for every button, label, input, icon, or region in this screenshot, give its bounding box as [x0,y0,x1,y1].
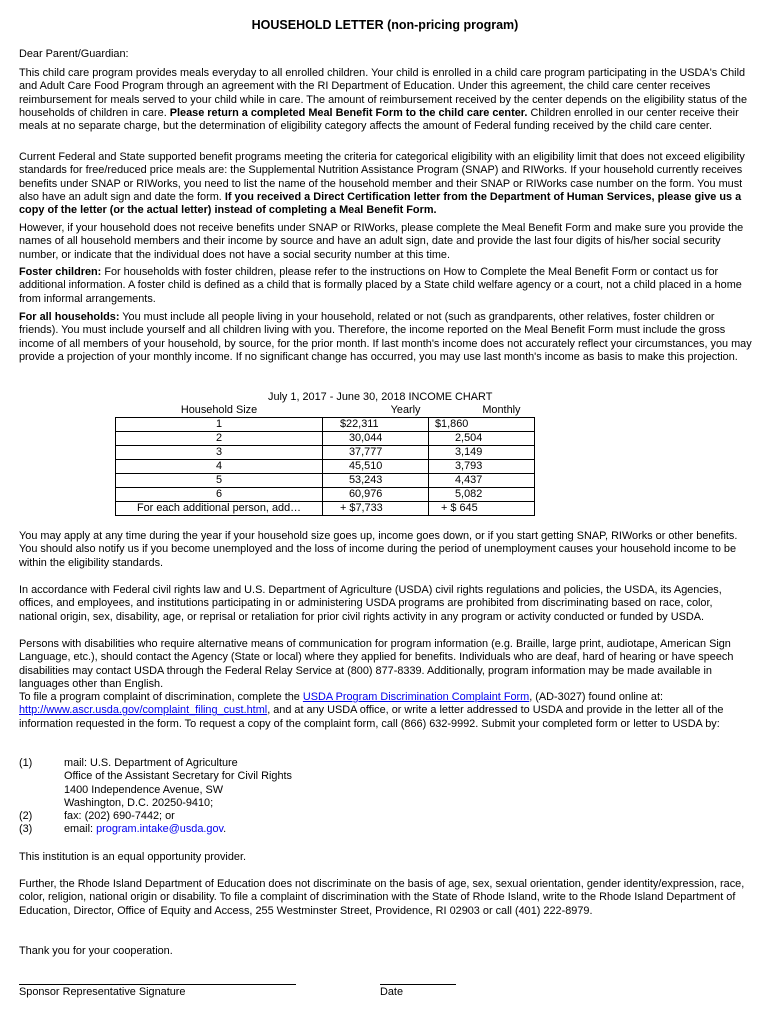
monthly-cell: 3,149 [429,446,535,460]
date-label: Date [380,986,404,998]
intro-paragraph: This child care program provides meals everyday to all enrolled children. Your child is enrolled in a child care program participating in the USDA's Child and Adult Care Food Program through an agreement with the RI Department of Education. Under this agreement, the child care center receives reimbursement for meals served to your child while in care. The amount of reimbursement received by the center depends on the eligibility status of the households of children in care. Please return a completed Meal Benefit Form to the child care center. Children enrolled in our center receive their meals at no separate charge, but the determination of eligibility category affects the amount of Federal funding received by the child care center. [19,67,748,133]
city-line: Washington, D.C. 20250-9410; [64,796,214,809]
household-size-cell: 4 [116,460,323,474]
usda-contact-list: (1) mail: U.S. Department of Agriculture Office of the Assistant Secretary for Civil Rights 1400 Independence Avenue, SW Washington, D.C. 20250-9410; (2) fax: (202) 690-7442; or (3) email: program.intake@usda.gov. [19,757,292,836]
yearly-cell: 37,777 [323,446,429,460]
yearly-cell: 30,044 [323,432,429,446]
signature-line[interactable] [19,984,296,985]
income-chart-row [116,432,535,446]
disabilities-statement: Persons with disabilities who require alternative means of communication for program information (e.g. Braille, large print, audiotape, American Sign Language, etc.), should contact the Agency (State or local) where they applied for benefits. Individuals who are deaf, hard of hearing or have speech disabilities may contact USDA through the Federal Relay Service at (800) 877-8339. Additionally, program information may be made available in languages other than English. [19,638,734,690]
mail-line: mail: U.S. Department of Agriculture [64,757,238,769]
date-line[interactable] [380,984,456,985]
greeting: Dear Parent/Guardian: [19,48,129,60]
yearly-cell: 60,976 [323,488,429,502]
household-size-cell: 2 [116,432,323,446]
fax-line: fax: (202) 690-7442; or [64,810,175,823]
email-link[interactable]: program.intake@usda.gov [96,823,224,836]
monthly-cell: 2,504 [429,432,535,446]
header-monthly: Monthly [482,404,521,416]
household-size-cell: For each additional person, add… [116,502,323,516]
foster-children-paragraph: Foster children: For households with foster children, please refer to the instructions on How to Complete the Meal Benefit Form or contact us for additional information. A foster child is defined as a child that is formally placed by a State child welfare agency or a court, not a child placed in a home from informal arrangements. [19,266,742,305]
rhode-island-statement: Further, the Rhode Island Department of Education does not discriminate on the basis of age, sex, sexual orientation, gender identity/expression, race, color, religion, national origin or disability. To file a complaint of discrimination with the State of Rhode Island, write to the Rhode Island Department of Education, Director, Office of Equity and Access, 255 Westminster Street, Providence, RI 02903 or call (401) 222-8979. [19,878,745,917]
yearly-cell: 53,243 [323,474,429,488]
yearly-cell: 45,510 [323,460,429,474]
household-size-cell: 5 [116,474,323,488]
income-chart-row [116,474,535,488]
office-line: Office of the Assistant Secretary for Civil Rights [64,770,292,783]
income-chart-row [116,460,535,474]
monthly-cell: $1,860 [429,418,535,432]
apply-anytime-paragraph: You may apply at any time during the year if your household size goes up, income goes down, or if you start getting SNAP, RIWorks or other benefits. You should also notify us if you become unemployed and the loss of income during the period of unemployment causes your household income to be within the eligibility standards. [19,530,738,569]
income-chart-title: July 1, 2017 - June 30, 2018 INCOME CHART [268,391,493,403]
equal-opportunity-statement: This institution is an equal opportunity provider. [19,851,247,863]
monthly-cell: 3,793 [429,460,535,474]
income-chart-row [116,488,535,502]
household-size-cell: 1 [116,418,323,432]
yearly-cell: + $7,733 [323,502,429,516]
monthly-cell: 4,437 [429,474,535,488]
categorical-eligibility-paragraph: Current Federal and State supported benefit programs meeting the criteria for categorical eligibility with an eligibility limit that does not exceed eligibility standards for free/reduced price meals are: the Supplemental Nutrition Assistance Program (SNAP) and RIWorks. If your household currently receives benefits under SNAP or RIWorks, you need to list the name of the household member and their SNAP or RIWorks case number on the form. You must also have an adult sign and date the form. If you received a Direct Certification letter from the Department of Human Services, please give us a copy of the letter (or the actual letter) instead of completing a Meal Benefit Form. [19,151,745,217]
header-household-size: Household Size [180,404,258,416]
income-chart-row [116,446,535,460]
all-households-paragraph: For all households: You must include all people living in your household, related or not (such as grandparents, other relatives, foster children or friends). You must include yourself and all children living with you. Therefore, the income reported on the Meal Benefit Form must include the gross income of all members of your household, by source, for the prior month. If last month's income does not accurately reflect your circumstances, you may provide a projection of your monthly income. If no significant change has occurred, you may use last month's income as basis to make this projection. [19,311,752,363]
thank-you: Thank you for your cooperation. [19,945,173,957]
civil-rights-statement: In accordance with Federal civil rights law and U.S. Department of Agriculture (USDA) civil rights regulations and policies, the USDA, its Agencies, offices, and employees, and institutions participating in or administering USDA programs are prohibited from discriminating based on race, color, national origin, sex, disability, age, or reprisal or retaliation for prior civil rights activity in any program or activity conducted or funded by USDA. [19,584,722,623]
monthly-cell: + $ 645 [429,502,535,516]
page-title: HOUSEHOLD LETTER (non-pricing program) [251,18,519,32]
complaint-url-link[interactable]: http://www.ascr.usda.gov/complaint_filing_cust.html [19,704,268,717]
non-snap-paragraph: However, if your household does not receive benefits under SNAP or RIWorks, please complete the Meal Benefit Form and make sure you provide the names of all household members and their income by source and have an adult sign, date and provide the last four digits of his/her social security number, or indicate that the individual does not have a social security number at this time. [19,222,744,261]
income-chart-row [116,418,535,432]
income-chart-row [116,502,535,516]
header-yearly: Yearly [390,404,421,416]
household-size-cell: 3 [116,446,323,460]
income-chart-header [116,404,535,418]
complaint-instructions: To file a program complaint of discrimination, complete the USDA Program Discrimination Complaint Form, (AD-3027) found online at: http://www.ascr.usda.gov/complaint_filing_cust.html, and at any USDA office, or write a letter addressed to USDA and provide in the letter all of the information requested in the form. To request a copy of the complaint form, call (866) 632-9992. Submit your completed form or letter to USDA by: [19,691,724,730]
monthly-cell: 5,082 [429,488,535,502]
household-size-cell: 6 [116,488,323,502]
income-chart [115,404,535,516]
signature-label: Sponsor Representative Signature [19,986,186,998]
yearly-cell: $22,311 [323,418,429,432]
complaint-form-link[interactable]: USDA Program Discrimination Complaint Form [302,691,530,703]
street-line: 1400 Independence Avenue, SW [64,783,224,796]
email-line: email: program.intake@usda.gov. [64,823,227,836]
